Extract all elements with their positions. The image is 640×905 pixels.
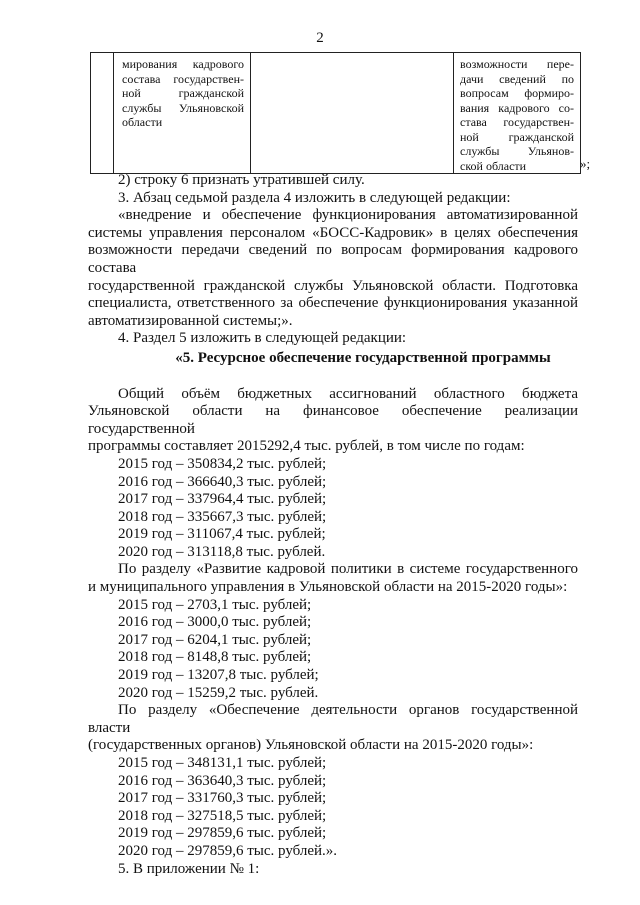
year-line: 2020 год – 15259,2 тыс. рублей.: [118, 684, 319, 701]
cell-line: возможности пере-: [460, 57, 574, 71]
page-number: 2: [316, 30, 324, 46]
cell-line: дачи сведений по: [460, 71, 574, 86]
cell-line: области: [122, 115, 163, 129]
cell-line: вания кадрового со-: [460, 100, 574, 115]
total-line: программы составляет 2015292,4 тыс. рублей, в том числе по годам:: [88, 438, 525, 455]
document-body: [88, 172, 578, 878]
year-line: 2019 год – 297859,6 тыс. рублей;: [118, 825, 327, 842]
year-line: 2015 год – 348131,1 тыс. рублей;: [118, 755, 327, 771]
cell-line: службы Ульяновской: [122, 100, 244, 115]
subsection-2-line: (государственных органов) Ульяновской области на 2015-2020 годы»:: [88, 737, 534, 754]
year-line: 2018 год – 335667,3 тыс. рублей;: [118, 508, 327, 525]
cell-line: вопросам формиро-: [460, 86, 574, 100]
year-line: 2016 год – 363640,3 тыс. рублей;: [118, 772, 327, 789]
paragraph-item-3: 3. Абзац седьмой раздела 4 изложить в следующей редакции:: [118, 189, 511, 206]
cell-line: мирования кадрового: [122, 57, 244, 71]
year-line: 2015 год – 350834,2 тыс. рублей;: [118, 455, 327, 472]
subsection-1-line: и муниципального управления в Ульяновской области на 2015-2020 годы»:: [88, 579, 568, 596]
paragraph-item-5: 5. В приложении № 1:: [118, 860, 260, 877]
year-line: 2018 год – 327518,5 тыс. рублей;: [118, 807, 327, 824]
cell-line: ской области: [460, 158, 527, 173]
year-line: 2020 год – 297859,6 тыс. рублей.».: [118, 842, 338, 859]
quote-line: возможности передачи сведений по вопросам формирования кадрового состава: [88, 242, 578, 276]
quote-line: системы управления персоналом «БОСС-Кадровик» в целях обеспечения: [88, 224, 578, 241]
table-cell-empty: [251, 53, 454, 174]
cell-line: ной гражданской: [460, 129, 574, 144]
year-line: 2019 год – 13207,8 тыс. рублей;: [118, 667, 319, 684]
subsection-2-line: По разделу «Обеспечение деятельности органов государственной власти: [88, 702, 578, 736]
table-cell-name: [114, 53, 251, 174]
year-line: 2016 год – 366640,3 тыс. рублей;: [118, 473, 327, 490]
year-line: 2020 год – 313118,8 тыс. рублей.: [118, 543, 326, 560]
year-line: 2017 год – 6204,1 тыс. рублей;: [118, 631, 312, 648]
table-closing-quote: »;: [580, 156, 591, 171]
quote-line: государственной гражданской службы Ульяновской области. Подготовка: [88, 277, 578, 294]
cell-line: става государствен-: [460, 115, 574, 129]
table-cell-result: [454, 53, 581, 174]
year-line: 2017 год – 337964,4 тыс. рублей;: [118, 491, 327, 508]
section-heading: «5. Ресурсное обеспечение государственной программы: [175, 349, 551, 366]
paragraph-item-4: 4. Раздел 5 изложить в следующей редакции:: [118, 330, 407, 347]
year-line: 2019 год – 311067,4 тыс. рублей;: [118, 526, 326, 543]
total-line: Ульяновской области на финансовое обеспечение реализации государственной: [88, 403, 578, 437]
year-line: 2016 год – 3000,0 тыс. рублей;: [118, 614, 312, 631]
quote-line: «внедрение и обеспечение функционирования автоматизированной: [118, 207, 578, 224]
cell-line: службы Ульянов-: [460, 144, 574, 158]
total-line: Общий объём бюджетных ассигнований областного бюджета: [118, 385, 578, 402]
year-line: 2017 год – 331760,3 тыс. рублей;: [118, 790, 327, 807]
cell-line: состава государствен-: [122, 71, 244, 86]
table-row: [91, 53, 581, 174]
cell-line: ной гражданской: [122, 86, 244, 100]
paragraph-item-2: 2) строку 6 признать утратившей силу.: [118, 172, 365, 188]
year-line: 2015 год – 2703,1 тыс. рублей;: [118, 596, 312, 613]
subsection-1-line: По разделу «Развитие кадровой политики в системе государственного: [118, 561, 578, 578]
continuation-table: [90, 52, 581, 174]
quote-line: автоматизированной системы;».: [88, 312, 293, 329]
spacer: [88, 368, 578, 386]
quote-line: специалиста, ответственного за обеспечение функционирования указанной: [88, 295, 578, 312]
table-cell-number: [91, 53, 114, 174]
year-line: 2018 год – 8148,8 тыс. рублей;: [118, 649, 312, 666]
